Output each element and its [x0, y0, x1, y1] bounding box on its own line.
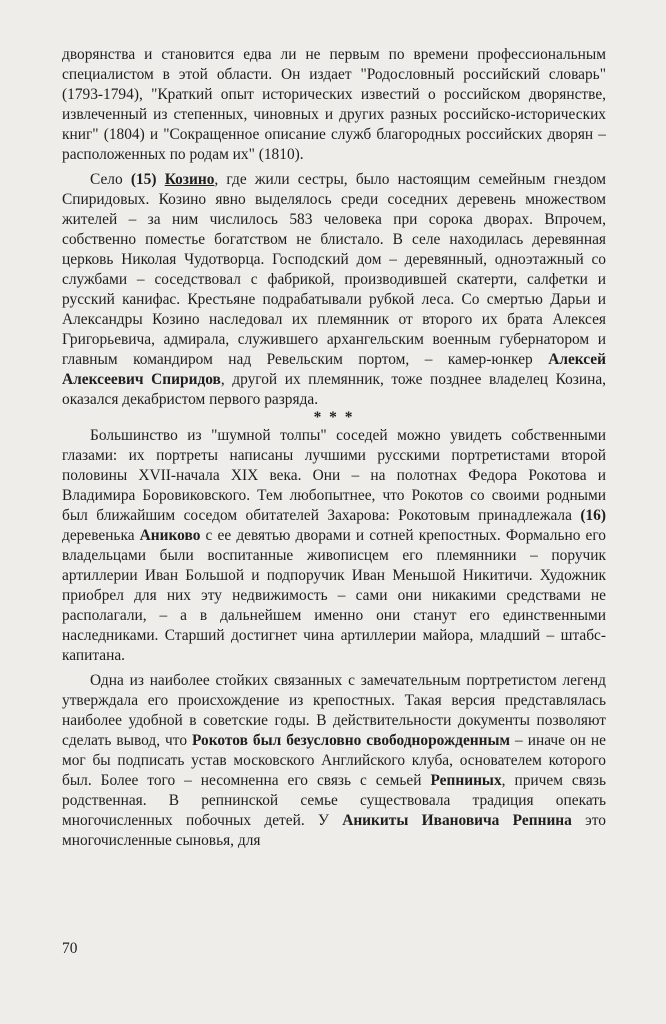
text-run: – иначе он не мог бы подписать устав московского Английского клуба, основателем которого был. Более того – несомненна его связь с семьей: [62, 732, 606, 789]
text-run: , другой их племянник, тоже позднее владелец Козина, оказался декабристом первого разряда.: [62, 371, 606, 408]
text-run: Большинство из "шумной толпы" соседей можно увидеть собственными глазами: их портреты написаны лучшими русскими портретистами второй половины XVII-начала XIX века. Они – на полотнах Федора Рокотова и Владимира Боровиковского. Тем любопытнее, что Рокотов со своими родными был ближайшим соседом обитателей Захарова: Рокотовым принадлежала: [62, 427, 606, 524]
page-number: 70: [62, 940, 78, 957]
text-run: с ее девятью дворами и сотней крепостных. Формально его владельцами были воспитанные живописцем его племянники – поручик артиллерии Иван Большой и подпоручик Иван Меньшой Никитичи. Художник приобрел для них эту недвижимость – сами они никакими средствами не располагали, – а в дальнейшем именно они станут его единственными наследниками. Старший достигнет чина артиллерии майора, младший – штабс-капитана.: [62, 527, 606, 664]
paragraph-4: [62, 671, 606, 851]
text-run: , причем связь родственная. В репнинской семье существовала традиция опекать многочисленных побочных детей. У: [62, 772, 606, 829]
section-separator: * * *: [313, 409, 355, 426]
place-name-anikovo: Аниково: [139, 527, 201, 544]
text-run: , где жили сестры, было настоящим семейным гнездом Спиридовых. Козино явно выделялось среди соседних деревень множеством жителей – за ним числилось 583 человека при сорока дворах. Впрочем, собственно поместье богатством не блистало. В селе находилась деревянная церковь Николая Чудотворца. Господский дом – деревянный, одноэтажный со службами – соседствовал с фабрикой, производившей скатерти, салфетки и русский канифас. Крестьяне подрабатывали рубкой леса. Со смертью Дарьи и Александры Козино наследовал их племянник от второго их брата Алексея Григорьевича, адмирала, служившего архангельским военным губернатором и главным командиром над Ревельским портом, – камер-юнкер: [62, 171, 606, 368]
person-name-repnin: Аникиты Ивановича Репнина: [342, 812, 572, 829]
bold-phrase-repnins: Репниных: [430, 772, 502, 789]
text-run: Село: [90, 171, 131, 188]
paragraph-2: [62, 170, 606, 410]
text-run: [157, 171, 165, 188]
paragraph-1: дворянства и становится едва ли не первым по времени профессиональным специалистом в этой области. Он издает "Родословный российский словарь" (1793-1794), "Краткий опыт исторических известий о российском дворянстве, извлеченный из степенных, чиновных и других разных российско-исторических книг" (1804) и "Сокращенное описание служб благородных российских дворян – расположенных по родам их" (1810).: [62, 46, 606, 163]
text-run: это многочисленные сыновья, для: [62, 812, 606, 849]
person-name-spiridov: Алексей Алексеевич Спиридов: [62, 351, 606, 388]
footnote-ref-16: (16): [580, 507, 606, 524]
page-body: [62, 45, 606, 851]
bold-phrase-rokotov: Рокотов был безусловно свободнорожденным: [192, 732, 511, 749]
text-run: Одна из наиболее стойких связанных с замечательным портретистом легенд утверждала его происхождение из крепостных. Такая версия представлялась наиболее удобной в советские годы. В действительности документы позволяют сделать вывод, что: [62, 672, 606, 749]
place-name-kozino: Козино: [164, 171, 215, 188]
text-run: деревенька: [62, 527, 140, 544]
paragraph-3: [62, 426, 606, 666]
footnote-ref-15: (15): [130, 171, 157, 188]
